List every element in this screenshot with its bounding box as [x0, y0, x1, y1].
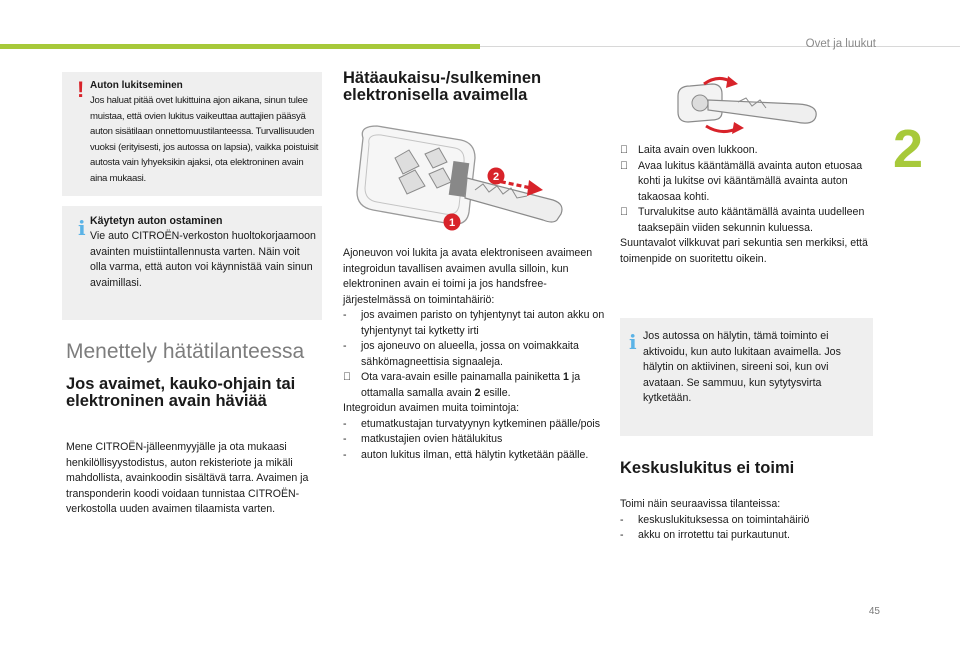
warning-icon: !	[77, 77, 85, 102]
header-divider	[480, 46, 960, 47]
callout-badge-2	[488, 168, 505, 185]
central-locking-body	[620, 497, 875, 544]
step-bullet-icon	[343, 370, 361, 401]
info-text: Jos autossa on hälytin, tämä toiminto ei aktivoidu, kun auto lukitaan avaimella. Jos hälytin on aktiivinen, sireeni soi, kun ovi avataan. Se sammuu, kun sytytysvirta kytketään.	[643, 330, 841, 404]
info-title: Käytetyn auton ostaminen	[90, 215, 223, 227]
step-item	[343, 370, 608, 401]
step-text: Turvalukitse auto kääntämällä avainta uudelleen taaksepäin viiden sekunnin kuluessa.	[638, 206, 865, 234]
list-item	[343, 417, 608, 433]
section-heading: Menettely hätätilanteessa	[66, 340, 305, 363]
section-title: Ovet ja luukut	[805, 38, 876, 50]
info-box-alarm	[620, 318, 873, 436]
step-text-part: esille.	[480, 386, 511, 399]
mechanical-key-blade-icon	[465, 178, 562, 222]
step-bullet-icon	[620, 205, 638, 236]
heading-emergency-unlock: Hätäaukaisu-/sulkeminen elektronisella avaimella	[343, 69, 542, 104]
list-item	[343, 339, 608, 370]
step-text-part: ja ottamalla samalla avain	[361, 371, 581, 399]
step-item	[620, 143, 875, 159]
list-item-text: jos ajoneuvo on alueella, jossa on voimakkaita sähkömagneettisia signaaleja.	[361, 340, 579, 368]
info-text: Vie auto CITROËN-verkoston huoltokorjaamoon avainten muistiintallennusta varten. Näin voit olla varma, että auton voi käynnistää vain sinun avaimillasi.	[90, 230, 316, 289]
step-item	[620, 159, 875, 206]
list-bullet: -	[343, 417, 347, 430]
list-item-text: etumatkustajan turvatyynyn kytkeminen päälle/pois	[361, 417, 601, 430]
warning-title: Auton lukitseminen	[90, 80, 183, 91]
list-item	[343, 432, 608, 448]
key-fob-icon	[357, 126, 475, 224]
list-bullet: -	[343, 433, 347, 445]
list-bullet: -	[343, 448, 347, 461]
key-fob-illustration	[343, 118, 583, 240]
list-item	[343, 308, 608, 339]
info-box-used-car	[62, 206, 322, 320]
list-bullet: -	[343, 340, 347, 352]
list-bullet: -	[620, 529, 624, 541]
chapter-number: 2	[893, 119, 924, 179]
list-item-text: auton lukitus ilman, että hälytin kytketään päälle.	[361, 448, 589, 461]
step-text	[361, 370, 608, 401]
step-bullet-icon	[620, 159, 638, 206]
step-text-part: Ota vara-avain esille painamalla painiketta	[361, 371, 563, 383]
list-item-text: matkustajien ovien hätälukitus	[361, 433, 503, 445]
header-accent-bar	[0, 44, 480, 49]
central-locking-intro: Toimi näin seuraavissa tilanteissa:	[620, 498, 781, 510]
lost-keys-body: Mene CITROËN-jälleenmyyjälle ja ota mukaasi henkilöllisyystodistus, auton rekisteriote ja mikäli mahdollista, avainkoodin sisältävä tarra. Avaimen ja transponderin koodi voidaan tunnistaa CITROËN-verkostolla uuden avaimen tilaamista varten.	[66, 441, 309, 515]
step-item	[620, 205, 875, 236]
integrated-key-text: Integroidun avaimen muita toimintoja:	[343, 402, 520, 414]
heading-lost-keys: Jos avaimet, kauko-ohjain tai elektroninen avain häviää	[66, 375, 296, 410]
step-text: Laita avain oven lukkoon.	[638, 144, 758, 156]
warning-text: Jos haluat pitää ovet lukittuina ajon aikana, sinun tulee muistaa, että ovien lukitus vaikeuttaa auttajien pääsyä auton sisätilaan onnettomuustilanteessa. Turvallisuuden vuoksi (erityisesti, jos autossa on lapsia), vaikka poistuisit autosta vain lyhyeksikin ajaksi, ota elektroninen avain aina mukaasi.	[90, 95, 319, 184]
step-key-ref-2: 2	[474, 386, 481, 399]
page-number: 45	[868, 606, 880, 617]
list-item	[343, 448, 608, 464]
intro-text: Ajoneuvon voi lukita ja avata elektroniseen avaimeen integroidun tavallisen avaimen avulla silloin, kun elektroninen avain ei toimi ja jos handsfree-järjestelmässä on toimintahäiriö:	[343, 247, 593, 306]
step-text: Avaa lukitus kääntämällä avainta auton etuosaa kohti ja lukitse ovi kääntämällä avainta auton takaosaa kohti.	[638, 159, 863, 203]
indicator-text: Suuntavalot vilkkuvat pari sekuntia sen merkiksi, että toimenpide on suoritettu oikein.	[620, 237, 868, 265]
list-item	[620, 528, 875, 544]
step-key-ref-1: 1	[562, 371, 569, 383]
heading-central-locking: Keskuslukitus ei toimi	[620, 459, 795, 477]
callout-badge-1-label: 1	[448, 217, 456, 229]
list-item-text: akku on irrotettu tai purkautunut.	[638, 529, 790, 541]
info-icon: i	[78, 216, 86, 240]
callout-badge-1	[444, 214, 461, 231]
list-item-text: keskuslukituksessa on toimintahäiriö	[638, 513, 810, 526]
info-icon: i	[629, 330, 637, 354]
emergency-unlock-body	[343, 246, 608, 463]
list-bullet: -	[620, 513, 624, 526]
callout-badge-2-label: 2	[492, 171, 500, 183]
list-item	[620, 513, 875, 529]
unlock-steps-list	[620, 143, 875, 267]
step-bullet-icon	[620, 143, 638, 159]
key-in-lock-illustration	[668, 74, 838, 138]
key-icon	[708, 98, 816, 123]
warning-box	[62, 72, 322, 196]
list-item-text: jos avaimen paristo on tyhjentynyt tai auton akku on tyhjentynyt tai kytketty irti	[361, 309, 605, 337]
list-bullet: -	[343, 309, 347, 321]
